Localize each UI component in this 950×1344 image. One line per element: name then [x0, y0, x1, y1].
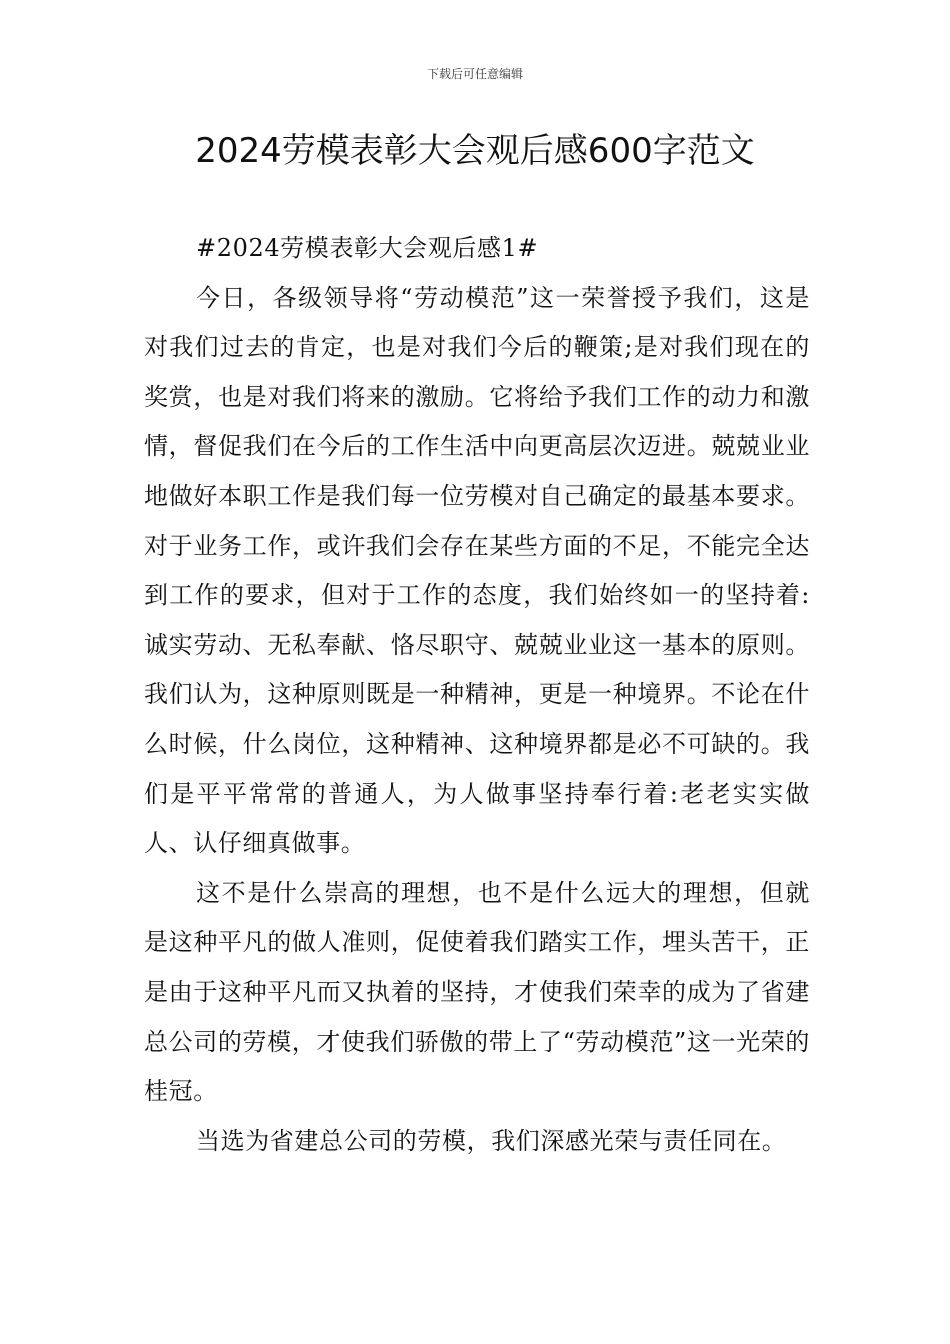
- header-note: 下载后可任意编辑: [426, 67, 523, 81]
- paragraph-1: 今日，各级领导将“劳动模范”这一荣誉授予我们，这是对我们过去的肯定，也是对我们今后的鞭策;是对我们现在的奖赏，也是对我们将来的激励。它将给予我们工作的动力和激情，督促我们在今后的工作生活中向更高层次迈进。兢兢业业地做好本职工作是我们每一位劳模对自己确定的最基本要求。对于业务工作，或许我们会存在某些方面的不足，不能完全达到工作的要求，但对于工作的态度，我们始终如一的坚持着:诚实劳动、无私奉献、恪尽职守、兢兢业业这一基本的原则。我们认为，这种原则既是一种精神，更是一种境界。不论在什么时候，什么岗位，这种精神、这种境界都是必不可缺的。我们是平平常常的普通人，为人做事坚持奉行着:老老实实做人、认仔细真做事。: [144, 283, 810, 858]
- section-heading: #2024劳模表彰大会观后感1#: [196, 234, 539, 262]
- document-body: [144, 224, 810, 1166]
- paragraph-2: 这不是什么崇高的理想，也不是什么远大的理想，但就是这种平凡的做人准则，促使着我们踏实工作，埋头苦干，正是由于这种平凡而又执着的坚持，才使我们荣幸的成为了省建总公司的劳模，才使我们骄傲的带上了“劳动模范”这一光荣的桂冠。: [144, 878, 810, 1106]
- paragraph-3: 当选为省建总公司的劳模，我们深感光荣与责任同在。: [196, 1126, 787, 1155]
- document-title: 2024劳模表彰大会观后感600字范文: [195, 131, 755, 171]
